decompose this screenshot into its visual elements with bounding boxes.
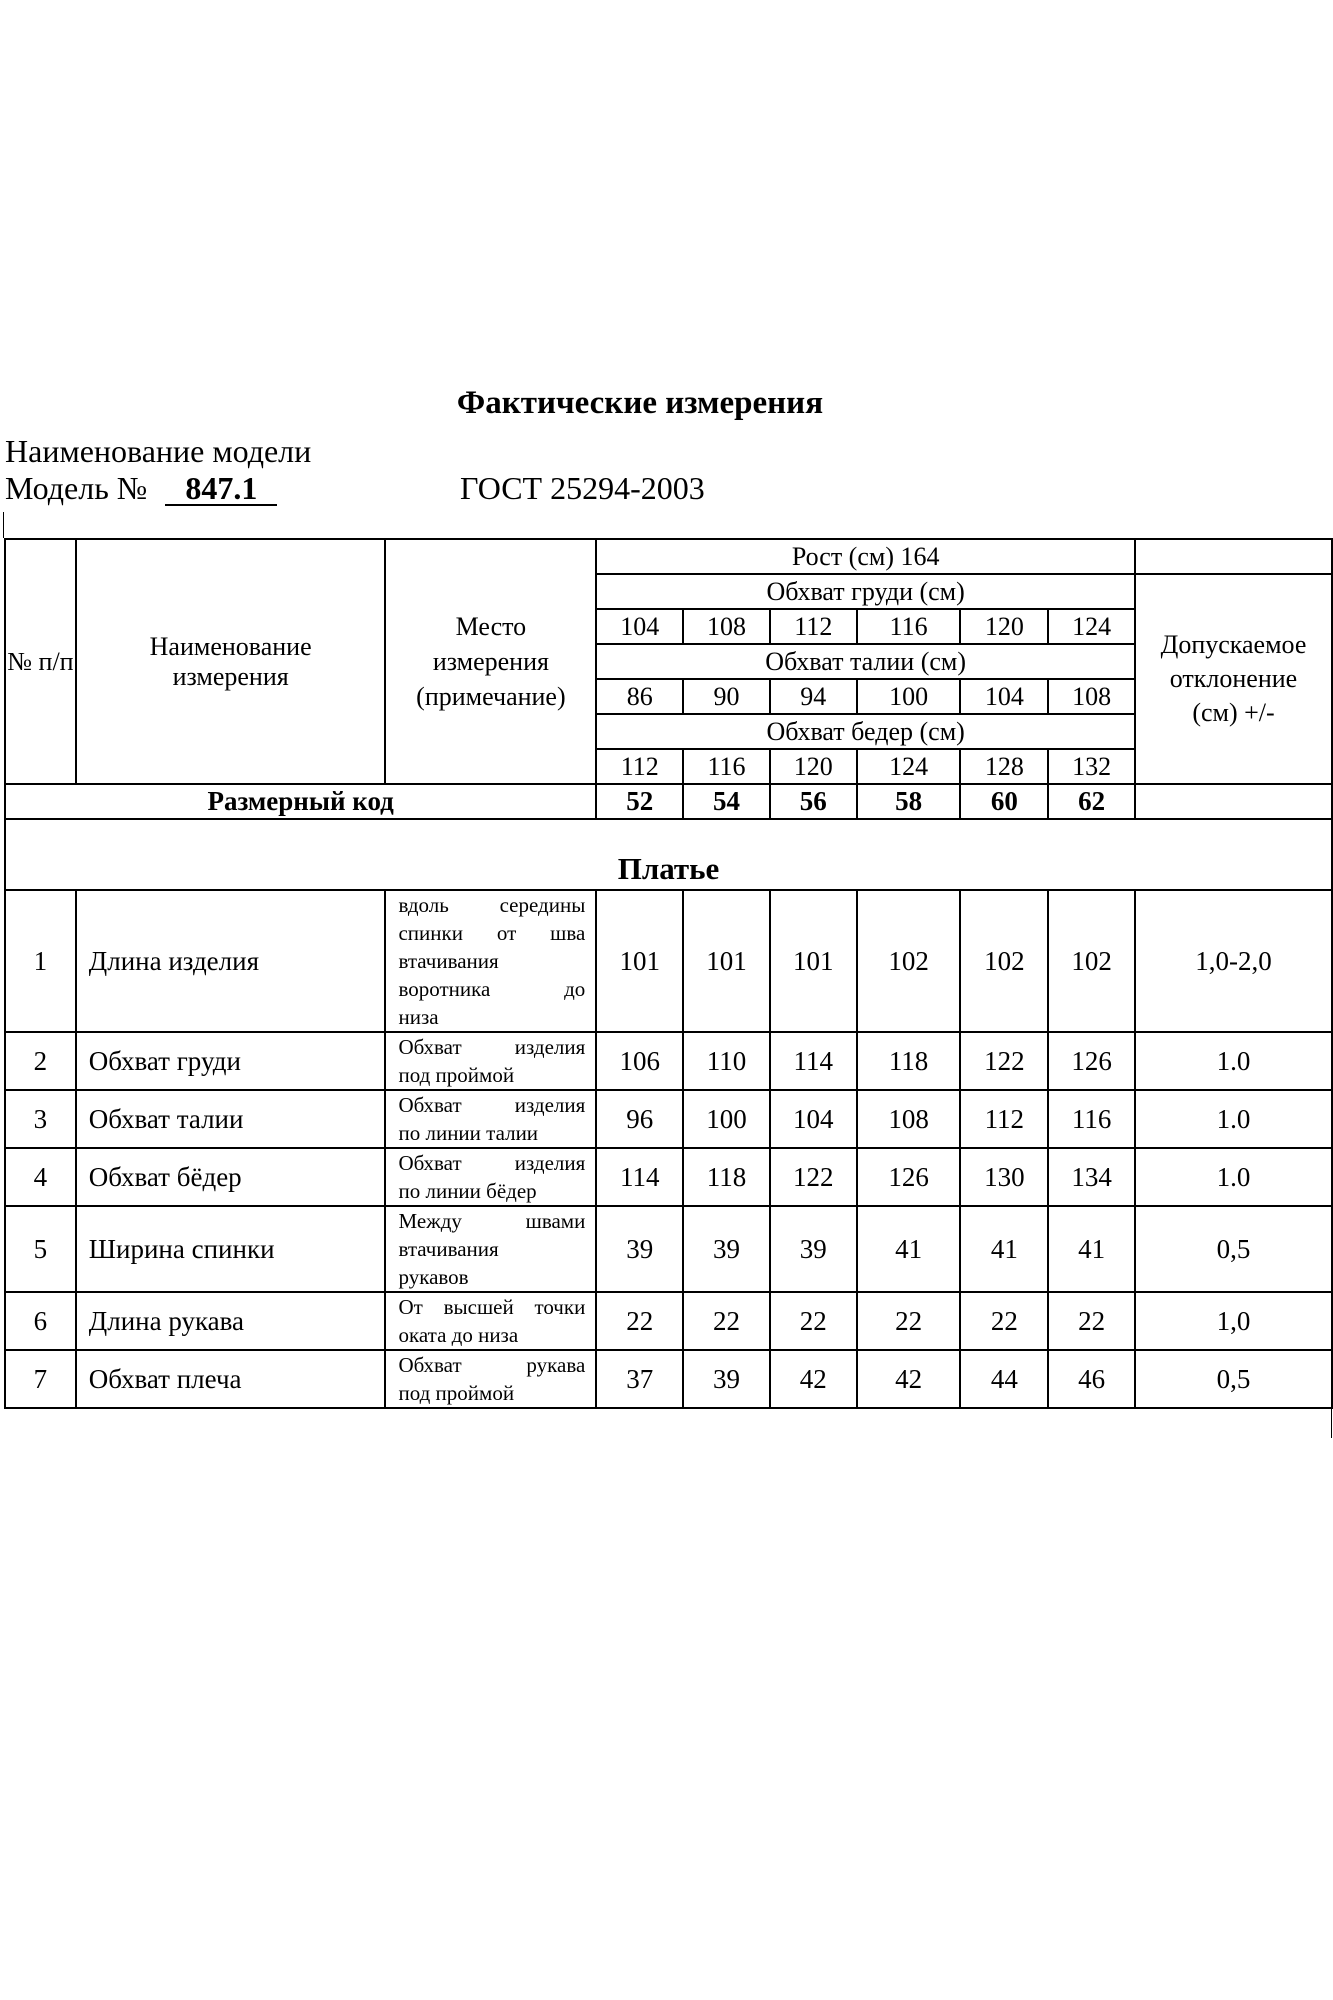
row-value: 122 (770, 1148, 857, 1206)
model-line (5, 470, 277, 507)
row-number: 2 (5, 1032, 76, 1090)
row-measurement-name: Длина рукава (76, 1292, 386, 1350)
row-value: 114 (596, 1148, 683, 1206)
hips-value: 124 (857, 749, 961, 784)
row-measurement-place (385, 1090, 596, 1148)
row-value: 22 (683, 1292, 770, 1350)
col-number-header: № п/п (5, 539, 76, 784)
note-line: втачивания (398, 1237, 499, 1261)
note-line: Обхват рукава (398, 1353, 586, 1377)
row-value: 122 (960, 1032, 1048, 1090)
row-value: 39 (683, 1206, 770, 1292)
row-value: 44 (960, 1350, 1048, 1408)
model-name-label: Наименование модели (5, 433, 312, 469)
note-line: От высшей точки (398, 1295, 586, 1319)
row-value: 118 (857, 1032, 961, 1090)
waist-value: 108 (1048, 679, 1135, 714)
row-number: 3 (5, 1090, 76, 1148)
row-measurement-name: Обхват бёдер (76, 1148, 386, 1206)
row-measurement-name: Длина изделия (76, 890, 386, 1032)
row-measurement-name: Обхват талии (76, 1090, 386, 1148)
row-tolerance: 1,0 (1135, 1292, 1332, 1350)
row-measurement-name: Обхват груди (76, 1032, 386, 1090)
note-line-last: оката до низа (398, 1323, 519, 1347)
row-number: 6 (5, 1292, 76, 1350)
size-code-value: 60 (960, 784, 1048, 819)
row-value: 101 (596, 890, 683, 1032)
size-code-tolerance-empty (1135, 784, 1332, 819)
chest-value: 112 (770, 609, 857, 644)
measurements-table (4, 538, 1333, 1409)
row-measurement-name: Обхват плеча (76, 1350, 386, 1408)
waist-value: 100 (857, 679, 961, 714)
row-tolerance: 1.0 (1135, 1148, 1332, 1206)
tolerance-header-top (1135, 539, 1332, 574)
row-value: 110 (683, 1032, 770, 1090)
note-line: спинки от шва (398, 921, 586, 945)
hips-value: 132 (1048, 749, 1135, 784)
row-value: 22 (1048, 1292, 1135, 1350)
row-measurement-place (385, 1032, 596, 1090)
note-line: воротника до (398, 977, 586, 1001)
note-line-last: под проймой (398, 1063, 515, 1087)
waist-value: 104 (960, 679, 1048, 714)
section-title: Платье (5, 819, 1332, 890)
table-row (5, 890, 1332, 1032)
row-value: 134 (1048, 1148, 1135, 1206)
standard-reference: ГОСТ 25294-2003 (460, 470, 705, 506)
row-value: 39 (770, 1206, 857, 1292)
row-value: 112 (960, 1090, 1048, 1148)
row-value: 100 (683, 1090, 770, 1148)
note-line: Обхват изделия (398, 1035, 586, 1059)
col-name-header: Наименование измерения (76, 539, 386, 784)
model-label: Модель № (5, 470, 148, 506)
row-value: 22 (770, 1292, 857, 1350)
row-number: 7 (5, 1350, 76, 1408)
row-tolerance: 0,5 (1135, 1350, 1332, 1408)
row-measurement-place (385, 1148, 596, 1206)
note-line: Обхват изделия (398, 1151, 586, 1175)
row-value: 96 (596, 1090, 683, 1148)
table-row (5, 1292, 1332, 1350)
height-header: Рост (см) 164 (596, 539, 1135, 574)
row-value: 102 (1048, 890, 1135, 1032)
scan-edge-mark (1331, 1408, 1332, 1438)
chest-value: 120 (960, 609, 1048, 644)
hips-value: 112 (596, 749, 683, 784)
row-value: 22 (596, 1292, 683, 1350)
row-value: 118 (683, 1148, 770, 1206)
note-line-last: по линии бёдер (398, 1179, 537, 1203)
hips-value: 128 (960, 749, 1048, 784)
note-line-last: рукавов (398, 1265, 469, 1289)
note-line-last: по линии талии (398, 1121, 539, 1145)
table-row (5, 1090, 1332, 1148)
table-row (5, 1206, 1332, 1292)
row-value: 46 (1048, 1350, 1135, 1408)
model-number: 847.1 (165, 472, 277, 506)
row-value: 102 (857, 890, 961, 1032)
row-tolerance: 1,0-2,0 (1135, 890, 1332, 1032)
waist-header: Обхват талии (см) (596, 644, 1135, 679)
hips-header: Обхват бедер (см) (596, 714, 1135, 749)
waist-value: 94 (770, 679, 857, 714)
row-number: 4 (5, 1148, 76, 1206)
row-value: 130 (960, 1148, 1048, 1206)
row-measurement-place (385, 1350, 596, 1408)
row-value: 22 (857, 1292, 961, 1350)
row-value: 22 (960, 1292, 1048, 1350)
tolerance-header: Допускаемое отклонение (см) +/- (1135, 574, 1332, 784)
col-place-header: Место измерения (примечание) (385, 539, 596, 784)
size-code-value: 62 (1048, 784, 1135, 819)
row-value: 37 (596, 1350, 683, 1408)
row-value: 39 (596, 1206, 683, 1292)
note-line: втачивания (398, 949, 499, 973)
size-code-value: 58 (857, 784, 961, 819)
row-value: 104 (770, 1090, 857, 1148)
table-row (5, 1350, 1332, 1408)
row-value: 41 (960, 1206, 1048, 1292)
row-number: 1 (5, 890, 76, 1032)
chest-value: 108 (683, 609, 770, 644)
row-number: 5 (5, 1206, 76, 1292)
row-value: 126 (857, 1148, 961, 1206)
row-value: 116 (1048, 1090, 1135, 1148)
row-tolerance: 1.0 (1135, 1032, 1332, 1090)
chest-value: 116 (857, 609, 961, 644)
size-code-label: Размерный код (5, 784, 596, 819)
row-measurement-place (385, 1292, 596, 1350)
row-tolerance: 0,5 (1135, 1206, 1332, 1292)
note-line-last: под проймой (398, 1381, 515, 1405)
row-value: 42 (857, 1350, 961, 1408)
row-value: 39 (683, 1350, 770, 1408)
document-title: Фактические измерения (456, 385, 824, 421)
table-row (5, 1148, 1332, 1206)
row-measurement-place (385, 890, 596, 1032)
row-value: 41 (1048, 1206, 1135, 1292)
row-value: 106 (596, 1032, 683, 1090)
row-value: 108 (857, 1090, 961, 1148)
row-value: 114 (770, 1032, 857, 1090)
hips-value: 116 (683, 749, 770, 784)
row-value: 102 (960, 890, 1048, 1032)
row-measurement-place (385, 1206, 596, 1292)
waist-value: 86 (596, 679, 683, 714)
note-line: Между швами (398, 1209, 586, 1233)
chest-value: 124 (1048, 609, 1135, 644)
chest-header: Обхват груди (см) (596, 574, 1135, 609)
row-value: 101 (683, 890, 770, 1032)
note-line: Обхват изделия (398, 1093, 586, 1117)
chest-value: 104 (596, 609, 683, 644)
size-code-value: 54 (683, 784, 770, 819)
scan-edge-mark (3, 512, 4, 538)
row-value: 42 (770, 1350, 857, 1408)
row-tolerance: 1.0 (1135, 1090, 1332, 1148)
waist-value: 90 (683, 679, 770, 714)
hips-value: 120 (770, 749, 857, 784)
size-code-value: 52 (596, 784, 683, 819)
row-measurement-name: Ширина спинки (76, 1206, 386, 1292)
row-value: 126 (1048, 1032, 1135, 1090)
row-value: 101 (770, 890, 857, 1032)
note-line: вдоль середины (398, 893, 586, 917)
row-value: 41 (857, 1206, 961, 1292)
table-row (5, 1032, 1332, 1090)
note-line-last: низа (398, 1005, 439, 1029)
size-code-value: 56 (770, 784, 857, 819)
